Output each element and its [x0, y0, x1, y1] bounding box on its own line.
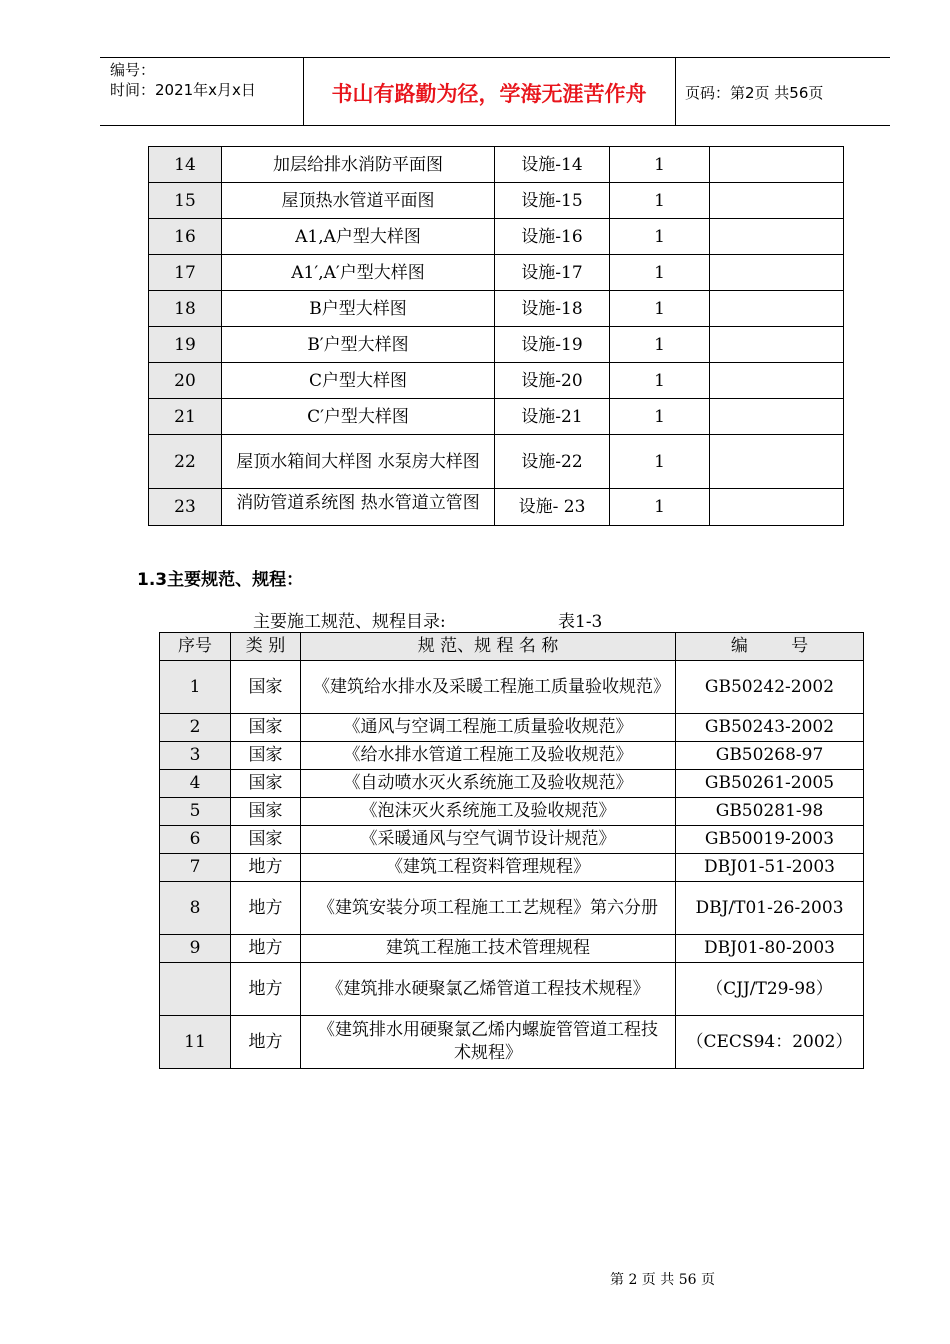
standards-header-row	[160, 633, 864, 661]
row-number: 9	[160, 935, 231, 963]
drawing-name: B户型大样图	[222, 291, 495, 327]
standards-row	[160, 882, 864, 935]
drawing-code: 设施-19	[495, 327, 610, 363]
header-motto: 书山有路勤为径，学海无涯苦作舟	[331, 81, 647, 106]
standard-code: GB50261-2005	[676, 770, 864, 798]
standard-code: DBJ/T01-26-2003	[676, 882, 864, 935]
row-number	[160, 963, 231, 1016]
standard-category: 国家	[231, 714, 301, 742]
drawing-note	[710, 435, 844, 489]
drawing-row	[149, 489, 844, 526]
section-title: 1.3主要规范、规程：	[137, 570, 304, 590]
drawing-row	[149, 399, 844, 435]
row-number: 2	[160, 714, 231, 742]
standard-name: 《采暖通风与空气调节设计规范》	[301, 826, 676, 854]
drawing-table	[148, 146, 844, 526]
header-number-label: 编号：	[110, 61, 156, 79]
row-number: 11	[160, 1016, 231, 1069]
drawing-code: 设施- 23	[495, 489, 610, 526]
drawing-quantity: 1	[610, 255, 710, 291]
standard-code: （CECS94：2002）	[676, 1016, 864, 1069]
standard-name: 《建筑给水排水及采暖工程施工质量验收规范》	[301, 661, 676, 714]
drawing-quantity: 1	[610, 219, 710, 255]
header-time-label: 时间：2021年x月x日	[110, 81, 256, 99]
standard-category: 国家	[231, 661, 301, 714]
standard-name: 《建筑工程资料管理规程》	[301, 854, 676, 882]
standard-category: 地方	[231, 854, 301, 882]
drawing-code: 设施-15	[495, 183, 610, 219]
row-number: 6	[160, 826, 231, 854]
row-number: 8	[160, 882, 231, 935]
drawing-name: C户型大样图	[222, 363, 495, 399]
drawing-name: 屋顶热水管道平面图	[222, 183, 495, 219]
drawing-quantity: 1	[610, 147, 710, 183]
standard-name: 《建筑排水用硬聚氯乙烯内螺旋管管道工程技术规程》	[301, 1016, 676, 1069]
drawing-name: A1,A户型大样图	[222, 219, 495, 255]
standard-name: 《通风与空调工程施工质量验收规范》	[301, 714, 676, 742]
standards-row	[160, 798, 864, 826]
row-number: 4	[160, 770, 231, 798]
header-meta	[110, 60, 256, 100]
drawing-row	[149, 219, 844, 255]
row-number: 19	[149, 327, 222, 363]
standard-category: 国家	[231, 826, 301, 854]
standard-code: DBJ01-80-2003	[676, 935, 864, 963]
row-number: 17	[149, 255, 222, 291]
row-number: 18	[149, 291, 222, 327]
standard-name: 《给水排水管道工程施工及验收规范》	[301, 742, 676, 770]
row-number: 5	[160, 798, 231, 826]
standard-code: GB50243-2002	[676, 714, 864, 742]
table-caption: 主要施工规范、规程目录:	[253, 612, 446, 632]
standard-category: 地方	[231, 882, 301, 935]
column-header: 规 范、规 程 名 称	[301, 633, 676, 661]
drawing-table-body	[149, 147, 844, 526]
drawing-row	[149, 327, 844, 363]
drawing-code: 设施-16	[495, 219, 610, 255]
row-number: 14	[149, 147, 222, 183]
standard-category: 地方	[231, 963, 301, 1016]
standards-row	[160, 1016, 864, 1069]
table-number: 表1-3	[558, 612, 603, 632]
drawing-name: B′户型大样图	[222, 327, 495, 363]
drawing-name: 屋顶水箱间大样图 水泵房大样图	[222, 435, 495, 489]
standards-row	[160, 963, 864, 1016]
drawing-name: 加层给排水消防平面图	[222, 147, 495, 183]
standard-name: 建筑工程施工技术管理规程	[301, 935, 676, 963]
drawing-row	[149, 435, 844, 489]
standard-name: 《泡沫灭火系统施工及验收规范》	[301, 798, 676, 826]
standard-category: 国家	[231, 798, 301, 826]
standard-category: 地方	[231, 1016, 301, 1069]
drawing-name: A1′,A′户型大样图	[222, 255, 495, 291]
standard-category: 国家	[231, 742, 301, 770]
drawing-quantity: 1	[610, 435, 710, 489]
drawing-note	[710, 183, 844, 219]
drawing-quantity: 1	[610, 489, 710, 526]
row-number: 16	[149, 219, 222, 255]
drawing-row	[149, 147, 844, 183]
standard-code: GB50242-2002	[676, 661, 864, 714]
standard-code: GB50268-97	[676, 742, 864, 770]
drawing-quantity: 1	[610, 363, 710, 399]
drawing-note	[710, 291, 844, 327]
drawing-name: C′户型大样图	[222, 399, 495, 435]
drawing-code: 设施-22	[495, 435, 610, 489]
column-header: 编 号	[676, 633, 864, 661]
drawing-note	[710, 327, 844, 363]
row-number: 1	[160, 661, 231, 714]
row-number: 15	[149, 183, 222, 219]
drawing-code: 设施-20	[495, 363, 610, 399]
row-number: 3	[160, 742, 231, 770]
drawing-note	[710, 363, 844, 399]
row-number: 23	[149, 489, 222, 526]
header-top-rule	[100, 57, 890, 58]
header-divider	[675, 57, 676, 125]
standard-category: 国家	[231, 770, 301, 798]
standard-category: 地方	[231, 935, 301, 963]
column-header: 序号	[160, 633, 231, 661]
header-bottom-rule	[100, 125, 890, 126]
drawing-code: 设施-21	[495, 399, 610, 435]
standards-table	[159, 632, 864, 1069]
row-number: 22	[149, 435, 222, 489]
standard-code: GB50019-2003	[676, 826, 864, 854]
standards-row	[160, 714, 864, 742]
drawing-quantity: 1	[610, 399, 710, 435]
row-number: 7	[160, 854, 231, 882]
standards-row	[160, 854, 864, 882]
standard-name: 《建筑排水硬聚氯乙烯管道工程技术规程》	[301, 963, 676, 1016]
standards-row	[160, 770, 864, 798]
drawing-note	[710, 147, 844, 183]
standard-name: 《建筑安装分项工程施工工艺规程》第六分册	[301, 882, 676, 935]
page-footer: 第 2 页 共 56 页	[610, 1272, 715, 1288]
drawing-note	[710, 219, 844, 255]
standards-row	[160, 826, 864, 854]
row-number: 21	[149, 399, 222, 435]
standard-code: （CJJ/T29-98）	[676, 963, 864, 1016]
drawing-note	[710, 399, 844, 435]
drawing-row	[149, 183, 844, 219]
drawing-row	[149, 291, 844, 327]
drawing-code: 设施-18	[495, 291, 610, 327]
drawing-code: 设施-17	[495, 255, 610, 291]
drawing-note	[710, 489, 844, 526]
drawing-row	[149, 363, 844, 399]
standards-row	[160, 661, 864, 714]
drawing-code: 设施-14	[495, 147, 610, 183]
drawing-name	[222, 489, 495, 526]
drawing-quantity: 1	[610, 291, 710, 327]
drawing-quantity: 1	[610, 183, 710, 219]
drawing-row	[149, 255, 844, 291]
standards-table-body	[160, 633, 864, 1069]
row-number: 20	[149, 363, 222, 399]
standards-row	[160, 935, 864, 963]
drawing-name-text: 消防管道系统图 热水管道立管图	[236, 493, 480, 513]
drawing-quantity: 1	[610, 327, 710, 363]
standard-code: DBJ01-51-2003	[676, 854, 864, 882]
column-header: 类 别	[231, 633, 301, 661]
standards-row	[160, 742, 864, 770]
standard-code: GB50281-98	[676, 798, 864, 826]
standard-name: 《自动喷水灭火系统施工及验收规范》	[301, 770, 676, 798]
header-page-label: 页码：第2页 共56页	[685, 84, 824, 102]
drawing-note	[710, 255, 844, 291]
